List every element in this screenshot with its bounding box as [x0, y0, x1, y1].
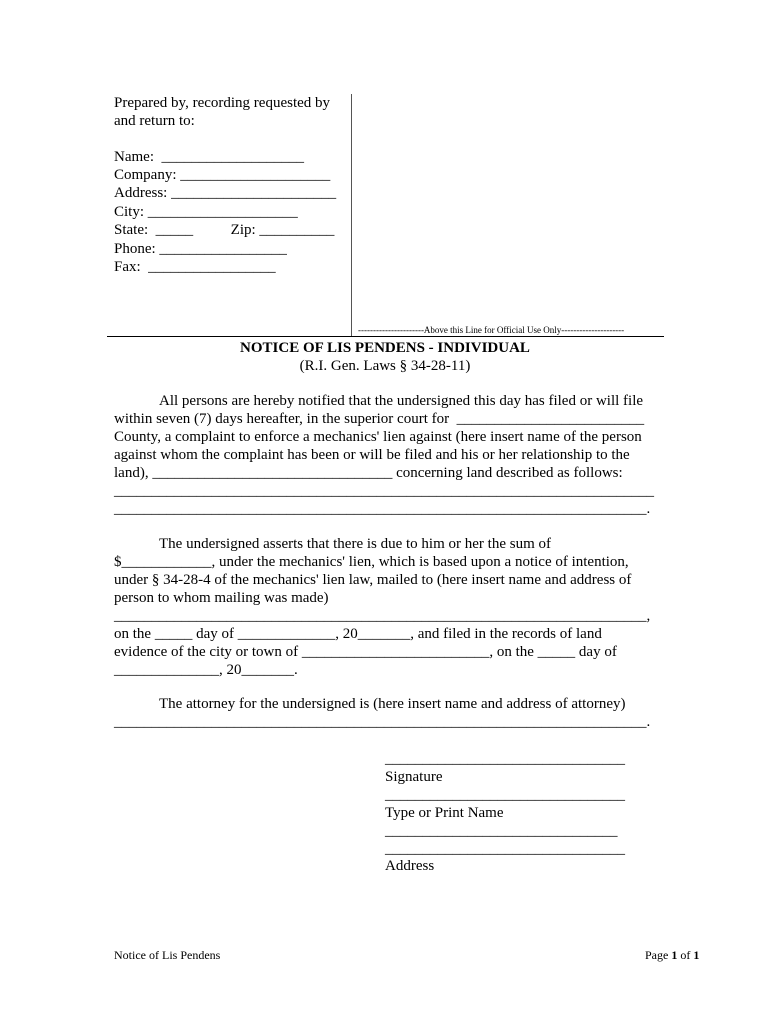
- print-name-label: Type or Print Name: [385, 805, 504, 821]
- phone-field[interactable]: Phone: _________________: [114, 241, 287, 257]
- city-field[interactable]: City: ____________________: [114, 204, 298, 220]
- signature-line[interactable]: ________________________________: [385, 751, 625, 767]
- p1-line7: _______________________________________________________________________.: [114, 501, 651, 517]
- signature-label: Signature: [385, 769, 443, 785]
- footer-document-name: Notice of Lis Pendens: [114, 948, 221, 962]
- header-vertical-divider: [351, 94, 352, 336]
- p2-line3: under § 34-28-4 of the mechanics' lien law, mailed to (here insert name and address of: [114, 572, 632, 588]
- p2-line1: The undersigned asserts that there is due to him or her the sum of: [159, 536, 551, 552]
- p1-line4: against whom the complaint has been or will be filed and his or her relationship to the: [114, 447, 630, 463]
- address-line-1[interactable]: _______________________________: [385, 823, 618, 839]
- page-current: 1: [671, 948, 678, 962]
- print-name-line[interactable]: ________________________________: [385, 787, 625, 803]
- prepared-by-line1: Prepared by, recording requested by: [114, 95, 331, 111]
- official-use-divider: [107, 336, 664, 337]
- p1-line1: All persons are hereby notified that the undersigned this day has filed or will file: [159, 393, 644, 409]
- p1-line6: ________________________________________________________________________: [114, 483, 654, 499]
- company-field[interactable]: Company: ____________________: [114, 167, 331, 183]
- p2-line5: _______________________________________________________________________,: [114, 608, 651, 624]
- p2-line4: person to whom mailing was made): [114, 590, 329, 606]
- prepared-by-line2: and return to:: [114, 113, 195, 129]
- p1-line3: County, a complaint to enforce a mechanics' lien against (here insert name of the person: [114, 429, 642, 445]
- p2-line7: evidence of the city or town of _________________________, on the _____ day of: [114, 644, 617, 660]
- page-mid: of: [677, 948, 694, 962]
- address-line-2[interactable]: ________________________________: [385, 841, 625, 857]
- page-prefix: Page: [645, 948, 672, 962]
- page-total: 1: [693, 948, 700, 962]
- fax-field[interactable]: Fax: _________________: [114, 259, 276, 275]
- p1-line2: within seven (7) days hereafter, in the superior court for _________________________: [114, 411, 645, 427]
- p2-line8: ______________, 20_______.: [114, 662, 298, 678]
- p3-line2: _______________________________________________________________________.: [114, 714, 651, 730]
- p3-line1: The attorney for the undersigned is (here insert name and address of attorney): [159, 696, 626, 712]
- official-use-label: ----------------------Above this Line for Official Use Only---------------------: [358, 325, 625, 335]
- state-zip-field[interactable]: State: _____ Zip: __________: [114, 222, 335, 238]
- address-field[interactable]: Address: ______________________: [114, 185, 337, 201]
- p2-line6: on the _____ day of _____________, 20_______, and filed in the records of land: [114, 626, 602, 642]
- address-label: Address: [385, 858, 435, 874]
- name-field[interactable]: Name: ___________________: [114, 149, 304, 165]
- p2-line2: $____________, under the mechanics' lien, which is based upon a notice of intention,: [114, 554, 629, 570]
- footer-page-number: [645, 948, 699, 962]
- document-title: NOTICE OF LIS PENDENS - INDIVIDUAL: [240, 340, 530, 356]
- document-subtitle: (R.I. Gen. Laws § 34-28-11): [299, 358, 471, 374]
- p1-line5: land), ________________________________ concerning land described as follows:: [114, 465, 623, 481]
